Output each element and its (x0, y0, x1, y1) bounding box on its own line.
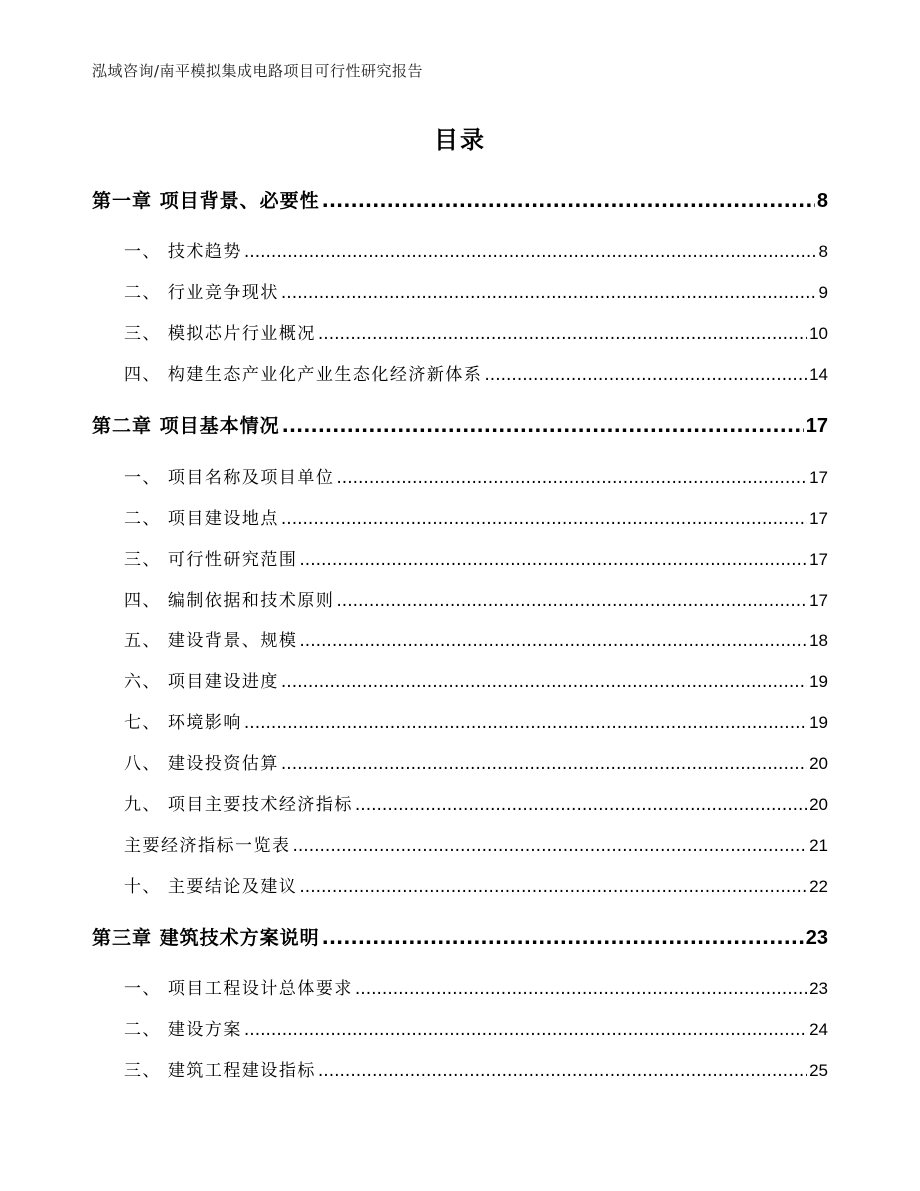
toc-page-number: 23 (805, 927, 828, 949)
toc-entry-label: 八、 建设投资估算 (124, 754, 279, 774)
dot-leader (299, 877, 807, 897)
dot-leader (299, 550, 807, 570)
toc-page-number: 17 (809, 468, 828, 487)
toc-chapter-entry[interactable] (92, 186, 828, 213)
toc-section-entry[interactable] (124, 626, 828, 651)
toc-entry-label: 三、 模拟芯片行业概况 (124, 324, 316, 344)
toc-section-entry[interactable] (124, 831, 828, 856)
toc-entry-label: 二、 建设方案 (124, 1020, 242, 1040)
toc-page-number: 17 (809, 591, 828, 610)
toc-page-number: 8 (816, 190, 828, 212)
toc-page-number: 25 (809, 1061, 828, 1080)
dot-leader (318, 1061, 807, 1081)
toc-entry-label: 十、 主要结论及建议 (124, 877, 298, 897)
toc-page-number: 22 (809, 877, 828, 896)
dot-leader (244, 242, 817, 262)
toc-entry-label: 第一章 项目背景、必要性 (92, 190, 320, 212)
toc-page-number: 20 (809, 795, 828, 814)
toc-page-number: 17 (809, 550, 828, 569)
toc-section-entry[interactable] (124, 1056, 828, 1081)
toc-page-number: 10 (809, 324, 828, 343)
toc-chapter-entry[interactable] (92, 411, 828, 438)
dot-leader (336, 591, 807, 611)
toc-section-entry[interactable] (124, 1015, 828, 1040)
toc-entry-label: 主要经济指标一览表 (124, 836, 291, 856)
toc-entry-label: 七、 环境影响 (124, 713, 242, 733)
dot-leader (281, 509, 807, 529)
toc-page-number: 17 (809, 509, 828, 528)
toc-section-entry[interactable] (124, 545, 828, 570)
dot-leader (282, 415, 804, 437)
dot-leader (293, 836, 808, 856)
toc-section-entry[interactable] (124, 872, 828, 897)
toc-entry-label: 六、 项目建设进度 (124, 672, 279, 692)
dot-leader (322, 927, 804, 949)
toc-entry-label: 五、 建设背景、规模 (124, 631, 298, 651)
toc-chapter-entry[interactable] (92, 923, 828, 950)
dot-leader (318, 324, 807, 344)
toc-page-number: 14 (809, 365, 828, 384)
dot-leader (322, 190, 815, 212)
toc-page-number: 20 (809, 754, 828, 773)
toc-entry-label: 三、 可行性研究范围 (124, 550, 298, 570)
running-header: 泓域咨询/南平模拟集成电路项目可行性研究报告 (92, 62, 424, 80)
toc-page-number: 9 (818, 283, 828, 302)
dot-leader (281, 672, 807, 692)
toc-entry-label: 四、 编制依据和技术原则 (124, 591, 335, 611)
dot-leader (355, 795, 807, 815)
dot-leader (281, 283, 817, 303)
toc-section-entry[interactable] (124, 749, 828, 774)
toc-section-entry[interactable] (124, 463, 828, 488)
toc-section-entry[interactable] (124, 586, 828, 611)
dot-leader (336, 468, 807, 488)
toc-section-entry[interactable] (124, 667, 828, 692)
toc-page-number: 18 (809, 631, 828, 650)
toc-entry-label: 第三章 建筑技术方案说明 (92, 927, 320, 949)
toc-entry-label: 一、 项目工程设计总体要求 (124, 979, 353, 999)
toc-page-number: 24 (809, 1020, 828, 1039)
dot-leader (244, 1020, 807, 1040)
toc-section-entry[interactable] (124, 974, 828, 999)
toc-page-number: 19 (809, 672, 828, 691)
toc-section-entry[interactable] (124, 278, 828, 303)
dot-leader (355, 979, 807, 999)
toc-section-entry[interactable] (124, 237, 828, 262)
toc-section-entry[interactable] (124, 360, 828, 385)
toc-section-entry[interactable] (124, 319, 828, 344)
toc-entry-label: 三、 建筑工程建设指标 (124, 1061, 316, 1081)
toc-page-number: 19 (809, 713, 828, 732)
toc-page-number: 17 (805, 415, 828, 437)
toc-page-number: 8 (818, 242, 828, 261)
toc-entry-label: 第二章 项目基本情况 (92, 415, 280, 437)
toc-page-number: 23 (809, 979, 828, 998)
dot-leader (484, 365, 807, 385)
toc-entry-label: 一、 项目名称及项目单位 (124, 468, 335, 488)
toc-section-entry[interactable] (124, 708, 828, 733)
dot-leader (299, 631, 807, 651)
page-title: 目录 (434, 126, 486, 154)
toc-entry-label: 四、 构建生态产业化产业生态化经济新体系 (124, 365, 483, 385)
toc-entry-label: 九、 项目主要技术经济指标 (124, 795, 353, 815)
toc-entry-label: 二、 行业竞争现状 (124, 283, 279, 303)
toc-section-entry[interactable] (124, 790, 828, 815)
toc-section-entry[interactable] (124, 504, 828, 529)
dot-leader (281, 754, 807, 774)
toc-entry-label: 二、 项目建设地点 (124, 509, 279, 529)
dot-leader (244, 713, 807, 733)
toc-page-number: 21 (809, 836, 828, 855)
toc-entry-label: 一、 技术趋势 (124, 242, 242, 262)
